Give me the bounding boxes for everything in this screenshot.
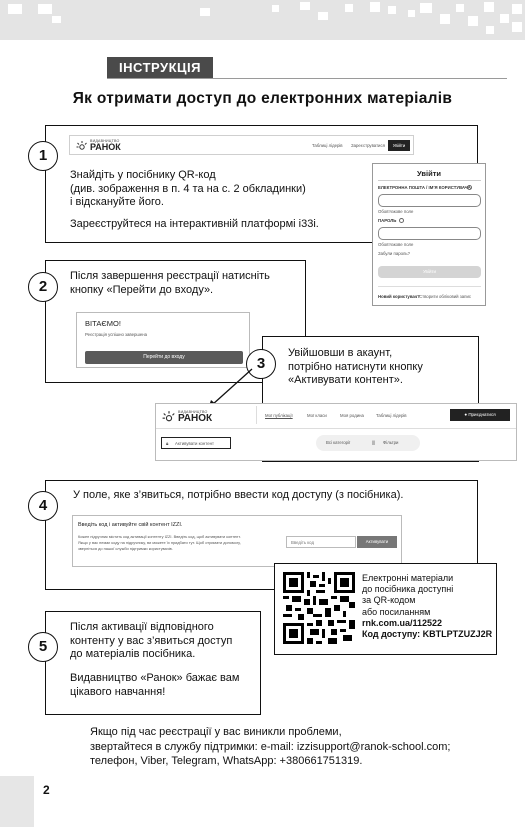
step-1-register-text: Зареєструйтеся на інтерактивній платформі і33і. <box>70 218 319 230</box>
materials-link[interactable]: rnk.com.ua/112522 <box>362 617 443 628</box>
create-account-link[interactable]: Створити обліковий запис <box>419 294 471 299</box>
nav-register-link[interactable]: Зареєструватися <box>351 143 385 148</box>
nav-my-publications[interactable]: Мої публікації <box>265 413 293 418</box>
access-code-text: Код доступу: KBTLPTZUZJ2R <box>362 629 493 640</box>
page-corner-block <box>0 776 34 827</box>
step-5-number: 5 <box>28 632 58 662</box>
decor-square <box>408 10 415 17</box>
step-4-text: У поле, яке з’явиться, потрібно ввести код доступу (з посібника). <box>73 489 404 501</box>
decor-square <box>468 16 478 26</box>
decor-square <box>52 16 61 23</box>
login-submit-button[interactable]: Увійти <box>378 266 481 278</box>
decor-square <box>272 5 279 12</box>
nav-leaders[interactable]: Таблиці лідерів <box>376 413 407 418</box>
qr-info-box <box>274 563 497 655</box>
decor-square <box>300 2 310 10</box>
code-panel-desc-3: зверніться до нашої служби підтримки користувачів. <box>78 546 173 551</box>
lock-icon: 🔒︎ <box>166 441 169 446</box>
nav-leaders-link[interactable]: Таблиці лідерів <box>312 143 343 148</box>
step-2-number: 2 <box>28 272 58 302</box>
step-4-number: 4 <box>28 491 58 521</box>
decor-square <box>38 4 52 14</box>
decor-square <box>440 14 450 24</box>
new-user-text: Новий користувач? <box>378 294 420 299</box>
page-number: 2 <box>43 783 50 797</box>
support-info: Якщо під час реєстрації у вас виникли проблеми, звертайтеся в службу підтримки: e-mail: izzisupport@ranok-school.com; телефон, Viber, Telegram, WhatsApp: +380661751319. <box>90 726 451 767</box>
step-1-number: 1 <box>28 141 58 171</box>
password-label: ПАРОЛЬ <box>378 218 397 223</box>
login-title: Увійти <box>417 169 441 178</box>
categories-select[interactable]: Всі категорії <box>316 435 368 451</box>
access-code-input[interactable] <box>286 536 356 548</box>
join-button[interactable]: ● Приєднатися <box>450 409 510 421</box>
decor-square <box>456 4 464 12</box>
go-to-login-button[interactable]: Перейти до входу <box>85 351 243 364</box>
email-required-text: Обов’язкове поле <box>378 209 414 214</box>
code-activation-mockup <box>72 515 402 567</box>
filter-icon: ||| <box>372 440 376 445</box>
site-header-mockup <box>69 135 414 155</box>
top-decorative-band <box>0 0 525 40</box>
decor-square <box>200 8 210 16</box>
decor-square <box>345 4 353 12</box>
ranok-logo: ВИДАВНИЦТВО РАНОК <box>76 139 121 152</box>
qr-description: Електронні матеріали до посібника доступні за QR-кодом або посиланням rnk.com.ua/112522 Код доступу: KBTLPTZUZJ2R <box>362 573 497 640</box>
password-field[interactable] <box>378 227 481 240</box>
ranok-logo: ВИДАВНИЦТВО РАНОК <box>162 410 212 424</box>
email-field[interactable] <box>378 194 481 207</box>
instruction-badge: ІНСТРУКЦІЯ <box>107 57 213 79</box>
nav-my-classes[interactable]: Мої класи <box>307 413 327 418</box>
forgot-password-link[interactable]: Забули пароль? <box>378 251 411 256</box>
code-panel-title: Введіть код і активуйте свій контент IZZI. <box>78 522 183 528</box>
login-divider-bottom <box>378 286 481 287</box>
decor-square <box>318 12 328 20</box>
code-panel-desc-1: Кожен підручник містить код активації контенту IZZI. Введіть код, щоб активувати контент. <box>78 534 241 539</box>
login-divider <box>378 180 481 181</box>
decor-square <box>512 4 522 14</box>
nav-divider <box>256 406 257 424</box>
decor-square <box>8 4 22 14</box>
welcome-title: ВІТАЄМО! <box>85 319 121 328</box>
step-2-text: Після завершення реєстрації натисніть кнопку «Перейти до входу». <box>70 270 270 296</box>
decor-square <box>420 3 432 13</box>
nav-login-button[interactable]: Увійти <box>388 140 410 151</box>
password-required-text: Обов’язкове поле <box>378 242 414 247</box>
step-5-text: Після активації відповідного контенту у вас з’явиться доступ до матеріалів посібника. <box>70 621 233 660</box>
filters-button[interactable]: ||| Фільтри <box>352 435 420 451</box>
badge-underline <box>107 78 507 79</box>
step-3-number: 3 <box>246 349 276 379</box>
decor-square <box>486 26 494 34</box>
step-3-text: Увійшовши в акаунт, потрібно натиснути кнопку «Активувати контент». <box>288 347 423 386</box>
welcome-text: Реєстрація успішно завершена <box>85 332 147 337</box>
decor-square <box>512 22 522 32</box>
step-5-wish-text: Видавництво «Ранок» бажає вам цікавого навчання! <box>70 672 240 698</box>
sun-icon <box>76 140 88 152</box>
step-1-text: Знайдіть у посібнику QR-код (див. зображення в п. 4 та на с. 2 обкладинки) і відскануйте його. <box>70 169 306 208</box>
decor-square <box>388 6 396 14</box>
nav-separator <box>156 428 516 429</box>
decor-square <box>370 2 380 12</box>
page-title: Як отримати доступ до електронних матеріалів <box>72 90 453 107</box>
login-form-mockup <box>372 163 486 306</box>
code-panel-desc-2: Якщо у вас немає коду на підручнику, ви можете їх придбати тут. Щоб отримати допомогу, <box>78 540 241 545</box>
activate-content-button[interactable]: 🔒︎ Активувати контент <box>161 437 231 449</box>
user-icon: ● <box>464 412 469 417</box>
info-icon <box>399 218 404 223</box>
welcome-card-mockup <box>76 312 250 368</box>
info-icon <box>467 185 472 190</box>
qr-code-icon <box>283 572 355 644</box>
sun-icon <box>162 410 176 424</box>
decor-square <box>484 2 494 12</box>
activate-button[interactable]: Активувати <box>357 536 397 548</box>
nav-my-family[interactable]: Моя родина <box>340 413 364 418</box>
site-dashboard-mockup <box>155 403 517 461</box>
decor-square <box>500 14 509 23</box>
email-label: ЕЛЕКТРОННА ПОШТА / ІМ’Я КОРИСТУВАЧА <box>378 185 471 190</box>
